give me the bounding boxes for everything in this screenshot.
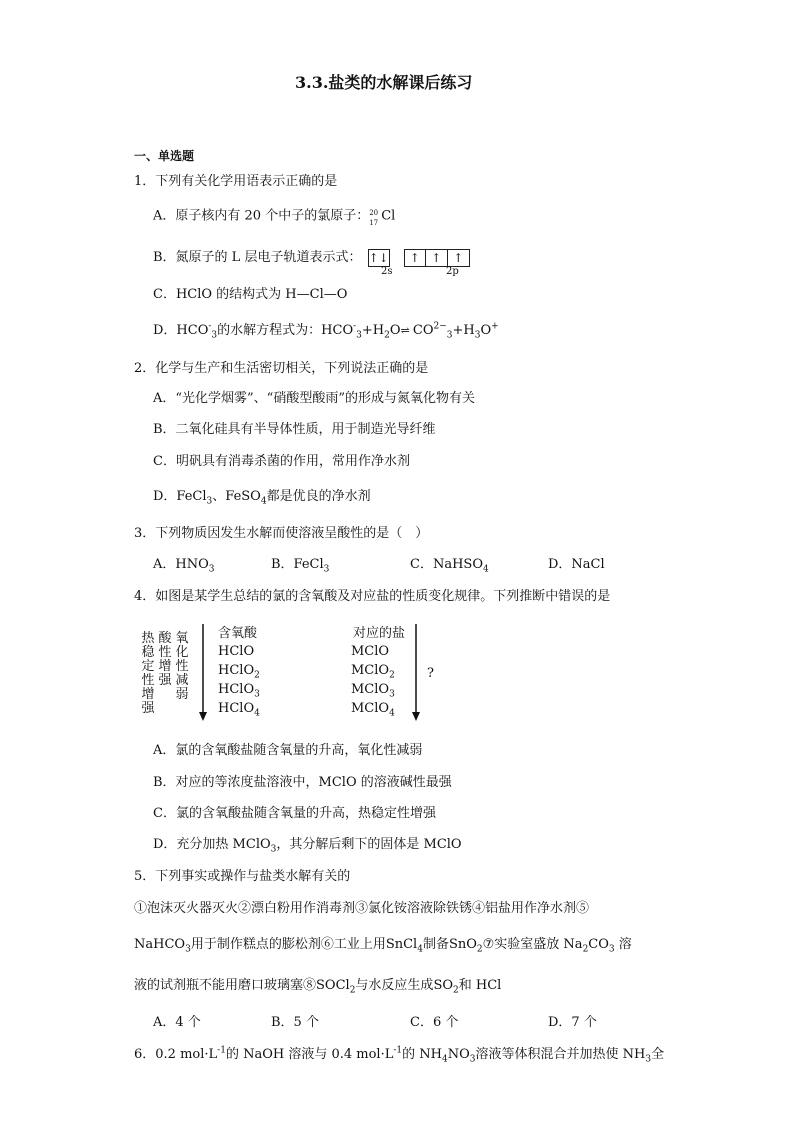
figure-label-thermal-stability: 热稳定性增强	[141, 631, 155, 716]
acid-row: HClO$_2$	[218, 663, 260, 681]
question-6-stem: 6．0.2 $mol\cdot L^{-1}$的 NaOH 溶液与 0.4 $mol\cdot L^{-1}$的 $NH_4NO_3$溶液等体积混合并加热使 $NH_3$全	[134, 1045, 665, 1065]
question-1-option-a[interactable]: A．原子核内有 20 个中子的氯原子： 20 17 Cl	[153, 208, 396, 227]
question-5-option-b[interactable]: B．5 个	[271, 1015, 319, 1030]
figure-label-acidity: 酸性增强	[158, 631, 172, 688]
salt-row: MClO$_3$	[351, 682, 395, 700]
isotope-notation: 20 17	[369, 209, 379, 227]
salt-header: 对应的盐	[353, 626, 406, 641]
question-3-option-b[interactable]: B．FeCl$_3$	[271, 557, 330, 575]
question-2-option-c[interactable]: C．明矾具有消毒杀菌的作用，常用作净水剂	[153, 454, 410, 469]
acid-row: HClO	[218, 644, 255, 659]
question-5-option-a[interactable]: A．4 个	[153, 1015, 201, 1030]
question-1-stem: 1．下列有关化学用语表示正确的是	[134, 174, 338, 189]
question-2-option-b[interactable]: B．二氧化硅具有半导体性质，用于制造光导纤维	[153, 422, 436, 437]
salt-row: MClO$_2$	[351, 663, 395, 681]
acid-row: HClO$_3$	[218, 682, 260, 700]
question-5-line-2: NaHCO$_3$用于制作糕点的膨松剂⑥工业上用SnCl$_4$制备SnO$_2$⑦实验室盛放 $Na_2CO_3$ 溶	[134, 937, 632, 955]
question-mark: ?	[427, 666, 434, 681]
question-4-option-d[interactable]: D．充分加热 MClO$_3$，其分解后剩下的固体是 MClO	[153, 837, 462, 855]
orbital-2s: ↑↓	[368, 251, 389, 265]
question-3-stem: 3．下列物质因发生水解而使溶液呈酸性的是（ ）	[134, 526, 429, 541]
salt-row: MClO$_4$	[351, 701, 395, 719]
figure-label-oxidizing: 氧化性减弱	[175, 631, 189, 702]
orbital-2p: ↑ ↑ ↑	[404, 249, 470, 267]
question-4-stem: 4．如图是某学生总结的氯的含氧酸及对应盐的性质变化规律。下列推断中错误的是	[134, 589, 611, 604]
question-2-option-d[interactable]: D．FeCl$_3$、FeSO$_4$都是优良的净水剂	[153, 489, 371, 507]
question-3-option-a[interactable]: A．$HNO_3$	[153, 557, 215, 575]
question-5-line-3: 液的试剂瓶不能用磨口玻璃塞⑧SOCl$_2$与水反应生成$SO_2$和 HCl	[134, 978, 502, 996]
down-arrow-icon	[198, 624, 208, 722]
acid-header: 含氧酸	[218, 626, 258, 641]
equilibrium-arrow-icon: ⇌	[400, 324, 409, 337]
question-5-stem: 5．下列事实或操作与盐类水解有关的	[134, 869, 351, 884]
question-2-stem: 2．化学与生产和生活密切相关，下列说法正确的是	[134, 361, 429, 376]
question-3-option-c[interactable]: C．NaHSO$_4$	[410, 557, 489, 575]
question-5-line-1: ①泡沫灭火器灭火②漂白粉用作消毒剂③氯化铵溶液除铁锈④铝盐用作净水剂⑤	[134, 901, 590, 916]
question-4-option-b[interactable]: B．对应的等浓度盐溶液中，MClO 的溶液碱性最强	[153, 775, 452, 790]
acid-row: HClO$_4$	[218, 701, 260, 719]
question-5-option-d[interactable]: D．7 个	[548, 1015, 597, 1030]
question-1-option-c[interactable]: C．HClO 的结构式为 H—Cl—O	[153, 287, 348, 302]
down-arrow-icon	[411, 624, 421, 722]
question-3-option-d[interactable]: D．NaCl	[548, 557, 605, 572]
orbital-label-2s: 2s	[381, 266, 393, 277]
section-heading: 一、单选题	[134, 149, 195, 163]
question-5-option-c[interactable]: C．6 个	[410, 1015, 459, 1030]
question-4-option-a[interactable]: A．氯的含氧酸盐随含氧量的升高，氧化性减弱	[153, 743, 423, 758]
question-4-option-c[interactable]: C．氯的含氧酸盐随含氧量的升高，热稳定性增强	[153, 806, 436, 821]
orbital-label-2p: 2p	[446, 266, 459, 277]
salt-row: MClO	[351, 644, 390, 659]
page-title: 3.3.盐类的水解课后练习	[295, 73, 473, 92]
question-1-option-b[interactable]: B．氮原子的 L 层电子轨道表示式： ↑↓ ↑ ↑ ↑	[153, 249, 470, 268]
question-2-option-a[interactable]: A．“光化学烟雾”、“硝酸型酸雨”的形成与氮氧化物有关	[153, 391, 475, 406]
question-1-option-d[interactable]: D．$HCO^-_3$的水解方程式为：$HCO^-_3+H_2O\rightleftharpoons$ $CO^{2-}_3+H_3O^+$	[153, 321, 499, 341]
